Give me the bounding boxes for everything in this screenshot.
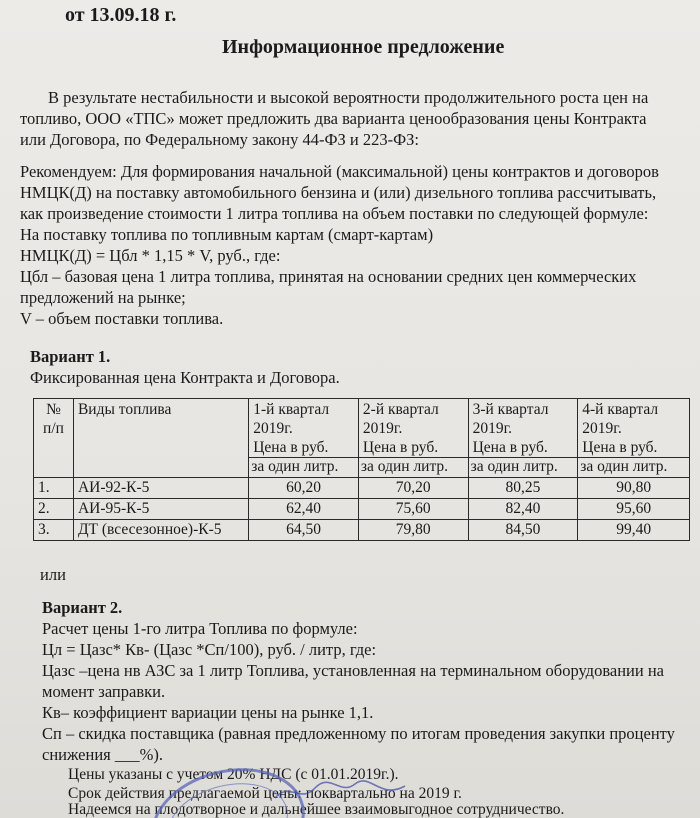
recommend-line: НМЦК(Д) на поставку автомобильного бензина и (или) дизельного топлива рассчитывать,: [20, 183, 657, 202]
recommend-line: как произведение стоимости 1 литра топлива на объем поставки по следующей формуле:: [20, 204, 649, 223]
signature: [270, 776, 410, 806]
header-cell-q1: 1-й квартал 2019г. Цена в руб. за один литр.: [249, 399, 359, 478]
variant2-line: Цазс –цена нв АЗС за 1 литр Топлива, установленная на терминальном оборудовании на: [42, 661, 664, 680]
row-price: 82,40: [468, 499, 578, 520]
row-price: 95,60: [578, 499, 690, 520]
recommend-line: V – объем поставки топлива.: [20, 309, 224, 328]
row-fuel: ДТ (всесезонное)-К-5: [73, 520, 248, 541]
formula-line: НМЦК(Д) = Цбл * 1,15 * V, руб., где:: [20, 246, 281, 265]
variant2-line: Расчет цены 1-го литра Топлива по формуле:: [42, 619, 358, 638]
document-title: Информационное предложение: [222, 36, 505, 58]
row-number: 3.: [34, 520, 74, 541]
variant2-line: Срок действия предлагаемой цены: поквартально на 2019 г.: [68, 785, 462, 802]
variant1-subtitle: Фиксированная цена Контракта и Договора.: [30, 368, 340, 387]
row-price: 79,80: [358, 520, 468, 541]
intro-line: топливо, ООО «ТПС» может предложить два варианта ценообразования цены Контракта: [20, 109, 647, 128]
row-price: 80,25: [468, 478, 578, 499]
variant2-line: момент заправки.: [42, 682, 166, 701]
variant2-line: Цены указаны с учетом 20% НДС (с 01.01.2019г.).: [68, 766, 399, 783]
recommend-line: Цбл – базовая цена 1 литра топлива, принятая на основании средних цен коммерческих: [20, 267, 637, 286]
variant2-heading: Вариант 2.: [42, 598, 123, 617]
intro-line: В результате нестабильности и высокой вероятности продолжительного роста цен на: [48, 88, 649, 107]
header-cell-q2: 2-й квартал 2019г. Цена в руб. за один литр.: [358, 399, 468, 478]
row-number: 2.: [34, 499, 74, 520]
document-date: от 13.09.18 г.: [65, 4, 177, 26]
variant2-formula: Цл = Цазс* Кв- (Цазс *Сп/100), руб. / литр, где:: [42, 640, 377, 659]
header-cell-q4: 4-й квартал 2019г. Цена в руб. за один литр.: [578, 399, 690, 478]
row-price: 62,40: [249, 499, 359, 520]
header-cell-number: № п/п: [34, 399, 74, 478]
variant2-line: Кв– коэффициент вариации цены на рынке 1,1.: [42, 703, 374, 722]
row-price: 84,50: [468, 520, 578, 541]
table-row: [34, 520, 690, 541]
row-fuel: АИ-95-К-5: [73, 499, 248, 520]
row-number: 1.: [34, 478, 74, 499]
table-row: [34, 499, 690, 520]
variant1-heading: Вариант 1.: [30, 347, 111, 366]
row-price: 90,80: [578, 478, 690, 499]
table-row: [34, 478, 690, 499]
or-text: или: [40, 565, 66, 584]
row-price: 99,40: [578, 520, 690, 541]
variant2-line: Надеемся на плодотворное и дальнейшее взаимовыгодное сотрудничество.: [68, 801, 565, 818]
price-table: [33, 398, 690, 541]
row-price: 60,20: [249, 478, 359, 499]
recommend-line: Рекомендуем: Для формирования начальной (максимальной) цены контрактов и договоров: [20, 162, 659, 181]
header-cell-q3: 3-й квартал 2019г. Цена в руб. за один литр.: [468, 399, 578, 478]
variant2-line: снижения ___%).: [42, 745, 163, 764]
variant2-line: Сп – скидка поставщика (равная предложенному по итогам проведения закупки проценту: [42, 724, 675, 743]
header-cell-fuel: Виды топлива: [73, 399, 248, 478]
row-fuel: АИ-92-К-5: [73, 478, 248, 499]
row-price: 70,20: [358, 478, 468, 499]
recommend-line: На поставку топлива по топливным картам (смарт-картам): [20, 225, 434, 244]
table-header-row: [34, 399, 690, 478]
recommend-line: предложений на рынке;: [20, 288, 186, 307]
intro-line: или Договора, по Федеральному закону 44-ФЗ и 223-ФЗ:: [20, 130, 419, 149]
row-price: 75,60: [358, 499, 468, 520]
row-price: 64,50: [249, 520, 359, 541]
